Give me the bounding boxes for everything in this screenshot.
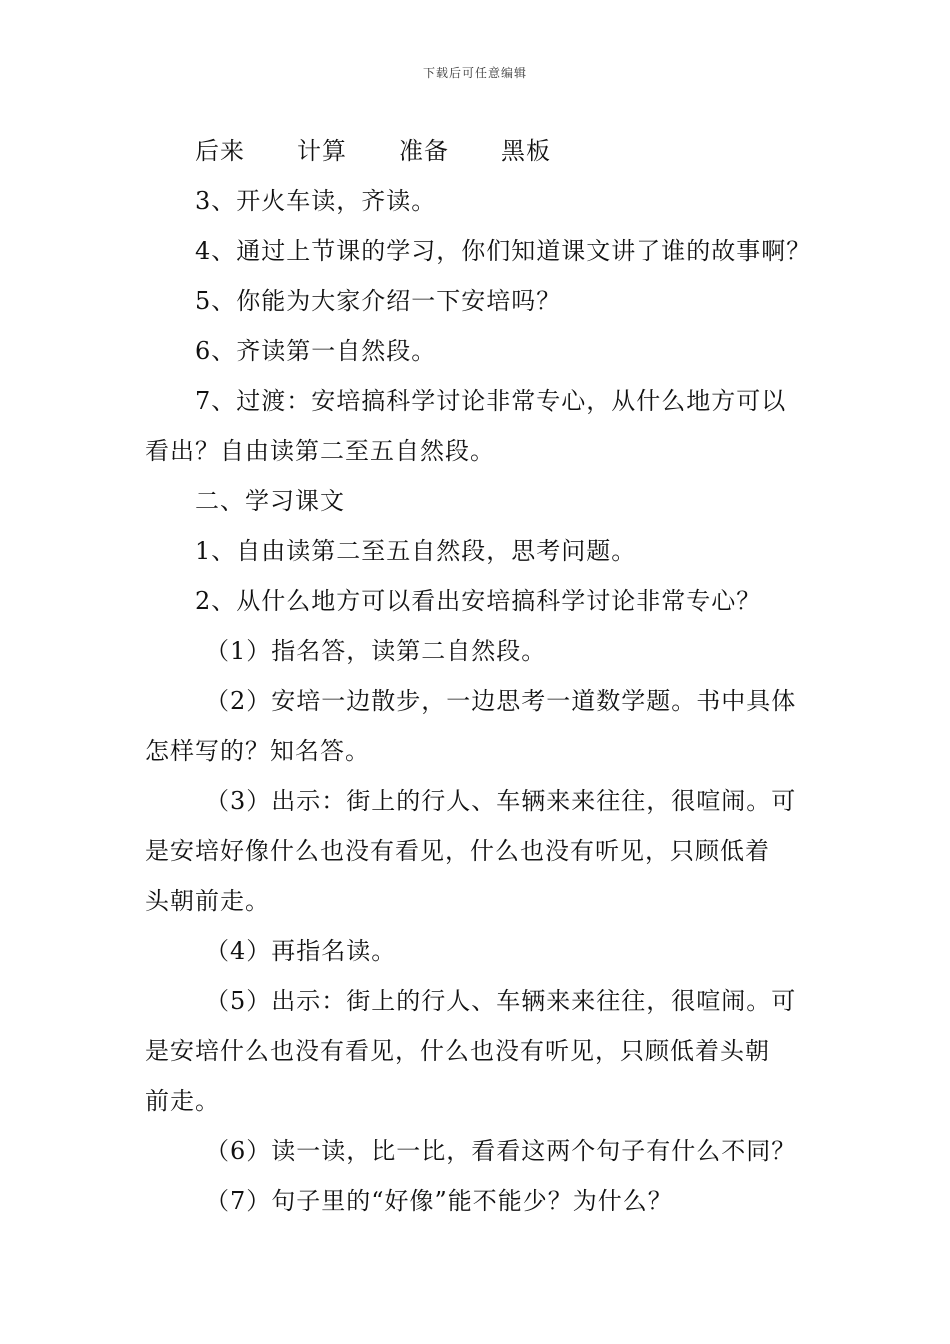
word-item: 计算 (297, 137, 347, 165)
word-item: 后来 (195, 137, 245, 165)
paragraph-line: （2）安培一边散步，一边思考一道数学题。书中具体 (205, 687, 797, 715)
paragraph-line: 怎样写的？知名答。 (145, 737, 370, 765)
paragraph-line: （6）读一读，比一比，看看这两个句子有什么不同？ (205, 1137, 797, 1165)
paragraph-line: 前走。 (145, 1087, 220, 1115)
paragraph-line: 1、自由读第二至五自然段，思考问题。 (195, 537, 637, 565)
paragraph-line: 头朝前走。 (145, 887, 270, 915)
word-item: 黑板 (501, 137, 551, 165)
document-body (145, 126, 815, 1226)
paragraph-line: 是安培好像什么也没有看见，什么也没有听见，只顾低着 (145, 837, 770, 865)
paragraph-line: （1）指名答，读第二自然段。 (205, 637, 547, 665)
paragraph-line: 5、你能为大家介绍一下安培吗？ (195, 287, 562, 315)
paragraph-line: （4）再指名读。 (205, 937, 397, 965)
paragraph-line: 是安培什么也没有看见，什么也没有听见，只顾低着头朝 (145, 1037, 770, 1065)
paragraph-line: （7）句子里的“好像”能不能少？为什么？ (205, 1187, 673, 1215)
paragraph-line: 4、通过上节课的学习，你们知道课文讲了谁的故事啊？ (195, 237, 812, 265)
section-heading: 二、学习课文 (195, 487, 345, 515)
word-item: 准备 (399, 137, 449, 165)
paragraph-line: 看出？自由读第二至五自然段。 (145, 437, 495, 465)
paragraph-line: 6、齐读第一自然段。 (195, 337, 437, 365)
paragraph-line: 2、从什么地方可以看出安培搞科学讨论非常专心？ (195, 587, 762, 615)
paragraph-line: 3、开火车读，齐读。 (195, 187, 437, 215)
vocabulary-words (145, 126, 815, 176)
page-header: 下载后可任意编辑 (422, 66, 527, 80)
paragraph-line: （5）出示：街上的行人、车辆来来往往，很喧闹。可 (205, 987, 797, 1015)
paragraph-line: （3）出示：街上的行人、车辆来来往往，很喧闹。可 (205, 787, 797, 815)
paragraph-line: 7、过渡：安培搞科学讨论非常专心，从什么地方可以 (195, 387, 787, 415)
